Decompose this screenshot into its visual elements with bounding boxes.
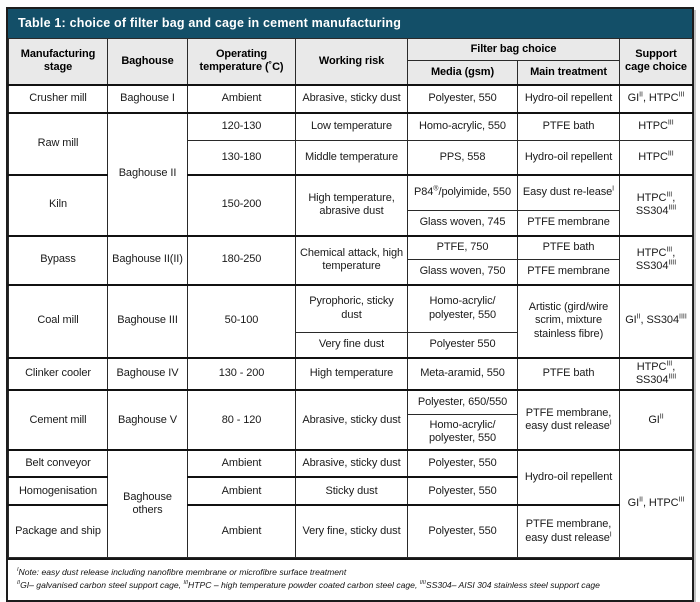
cell-bypass2-treatment: PTFE membrane <box>518 260 620 285</box>
cell-cement-treatment: PTFE membrane, easy dust release$^I$ <box>518 390 620 450</box>
cell-others-cage: $GI^{II}$, $HTPC^{III}$ <box>620 450 693 557</box>
cell-homog-temp: Ambient <box>188 477 296 505</box>
cell-kiln1-media: P84®/polyimide, 550 <box>408 175 518 211</box>
cell-kiln2-media: Glass woven, 745 <box>408 211 518 236</box>
cell-bypass1-treatment: PTFE bath <box>518 236 620 260</box>
col-header-media: Media (gsm) <box>408 61 518 85</box>
cell-crusher-risk: Abrasive, sticky dust <box>296 85 408 113</box>
cell-kiln-cage: $HTPC^{III}$, $SS304^{IIII}$ <box>620 175 693 236</box>
cell-bypass-stage: Bypass <box>9 236 108 285</box>
cell-raw1-temp: 120-130 <box>188 113 296 141</box>
cell-raw2-temp: 130-180 <box>188 141 296 175</box>
cell-raw2-risk: Middle temperature <box>296 141 408 175</box>
cell-belt-temp: Ambient <box>188 450 296 477</box>
cell-crusher-treatment: Hydro-oil repellent <box>518 85 620 113</box>
col-header-manufacturing-stage: Manufacturing stage <box>9 39 108 85</box>
footnote-cage-abbreviations: $^{II}$GI– galvanised carbon steel support cage, $^{III}$HTPC – high temperature powder coated carbon steel cage, $^{IIII}$SS304– AISI 304 stainless steel support cage <box>17 580 600 591</box>
col-header-baghouse: Baghouse <box>108 39 188 85</box>
cell-crusher-temp: Ambient <box>188 85 296 113</box>
cell-raw2-treatment: Hydro-oil repellent <box>518 141 620 175</box>
cell-homog-stage: Homogenisation <box>9 477 108 505</box>
cell-kiln2-treatment: PTFE membrane <box>518 211 620 236</box>
cell-kiln1-treatment: Easy dust re-lease$^I$ <box>518 175 620 211</box>
row-clinker-cooler <box>9 358 693 391</box>
col-header-main-treatment: Main treatment <box>518 61 620 85</box>
cell-package-media: Polyester, 550 <box>408 505 518 557</box>
cell-belt-homog-treatment: Hydro-oil repellent <box>518 450 620 505</box>
cell-crusher-baghouse: Baghouse I <box>108 85 188 113</box>
cell-bypass1-media: PTFE, 750 <box>408 236 518 260</box>
row-bypass-1 <box>9 236 693 260</box>
cell-baghouse-others: Baghouse others <box>108 450 188 557</box>
cell-coal-baghouse: Baghouse III <box>108 285 188 358</box>
cell-clinker-risk: High temperature <box>296 358 408 391</box>
cell-raw2-cage: $HTPC^{III}$ <box>620 141 693 175</box>
cell-crusher-stage: Crusher mill <box>9 85 108 113</box>
cell-package-treatment: PTFE membrane, easy dust release$^I$ <box>518 505 620 557</box>
cell-belt-media: Polyester, 550 <box>408 450 518 477</box>
cell-crusher-media: Polyester, 550 <box>408 85 518 113</box>
cell-kiln-risk: High temperature, abrasive dust <box>296 175 408 236</box>
cell-cement-baghouse: Baghouse V <box>108 390 188 450</box>
cell-coal1-media: Homo-acrylic/ polyester, 550 <box>408 285 518 333</box>
cell-coal1-risk: Pyrophoric, sticky dust <box>296 285 408 333</box>
cell-raw2-media: PPS, 558 <box>408 141 518 175</box>
row-crusher-mill <box>9 85 693 113</box>
cell-belt-risk: Abrasive, sticky dust <box>296 450 408 477</box>
cell-bypass-cage: $HTPC^{III}$, $SS304^{IIII}$ <box>620 236 693 285</box>
filter-bag-table <box>8 38 693 558</box>
row-raw-mill-1 <box>9 113 693 141</box>
footnotes <box>8 558 692 601</box>
cell-belt-stage: Belt conveyor <box>9 450 108 477</box>
cell-bypass-risk: Chemical attack, high temperature <box>296 236 408 285</box>
cell-raw1-media: Homo-acrylic, 550 <box>408 113 518 141</box>
cell-bypass-baghouse: Baghouse II(II) <box>108 236 188 285</box>
cell-package-risk: Very fine, sticky dust <box>296 505 408 557</box>
cell-cement-stage: Cement mill <box>9 390 108 450</box>
cell-bypass-temp: 180-250 <box>188 236 296 285</box>
cell-clinker-baghouse: Baghouse IV <box>108 358 188 391</box>
cell-clinker-media: Meta-aramid, 550 <box>408 358 518 391</box>
cell-package-stage: Package and ship <box>9 505 108 557</box>
cell-kiln-stage: Kiln <box>9 175 108 236</box>
cell-coal2-media: Polyester 550 <box>408 333 518 358</box>
table-title: Table 1: choice of filter bag and cage in cement manufacturing <box>8 9 692 38</box>
cell-raw-stage: Raw mill <box>9 113 108 175</box>
cell-package-temp: Ambient <box>188 505 296 557</box>
cell-coal-cage: $GI^{II}$, $SS304^{IIII}$ <box>620 285 693 358</box>
cell-coal-stage: Coal mill <box>9 285 108 358</box>
footnote-easy-dust-release: $^I$Note: easy dust release including nanofibre membrane or microfibre surface treatment <box>17 566 347 577</box>
cell-cement-cage: $GI^{II}$ <box>620 390 693 450</box>
cell-cement-temp: 80 - 120 <box>188 390 296 450</box>
cell-raw1-treatment: PTFE bath <box>518 113 620 141</box>
cell-kiln-temp: 150-200 <box>188 175 296 236</box>
cell-coal-treatment: Artistic (gird/wire scrim, mixture stainless fibre) <box>518 285 620 358</box>
col-header-working-risk: Working risk <box>296 39 408 85</box>
cell-cement-risk: Abrasive, sticky dust <box>296 390 408 450</box>
cell-raw1-risk: Low temperature <box>296 113 408 141</box>
cell-clinker-temp: 130 - 200 <box>188 358 296 391</box>
cell-coal-temp: 50-100 <box>188 285 296 358</box>
cell-cement1-media: Polyester, 650/550 <box>408 390 518 414</box>
row-belt-conveyor <box>9 450 693 477</box>
table-frame <box>6 7 694 602</box>
cell-crusher-cage: $GI^{II}$, $HTPC^{III}$ <box>620 85 693 113</box>
cell-homog-media: Polyester, 550 <box>408 477 518 505</box>
header-row-1 <box>9 39 693 61</box>
cell-clinker-cage: $HTPC^{III}$, $SS304^{IIII}$ <box>620 358 693 391</box>
cell-raw1-cage: $HTPC^{III}$ <box>620 113 693 141</box>
cell-bypass2-media: Glass woven, 750 <box>408 260 518 285</box>
col-header-operating-temperature: Operating temperature (˚C) <box>188 39 296 85</box>
col-header-filter-bag-choice: Filter bag choice <box>408 39 620 61</box>
cell-coal2-risk: Very fine dust <box>296 333 408 358</box>
cell-cement2-media: Homo-acrylic/ polyester, 550 <box>408 414 518 450</box>
col-header-support-cage: Support cage choice <box>620 39 693 85</box>
cell-homog-risk: Sticky dust <box>296 477 408 505</box>
row-coal-mill-1 <box>9 285 693 333</box>
cell-clinker-stage: Clinker cooler <box>9 358 108 391</box>
cell-baghouse-ii: Baghouse II <box>108 113 188 236</box>
cell-clinker-treatment: PTFE bath <box>518 358 620 391</box>
row-cement-mill-1 <box>9 390 693 414</box>
